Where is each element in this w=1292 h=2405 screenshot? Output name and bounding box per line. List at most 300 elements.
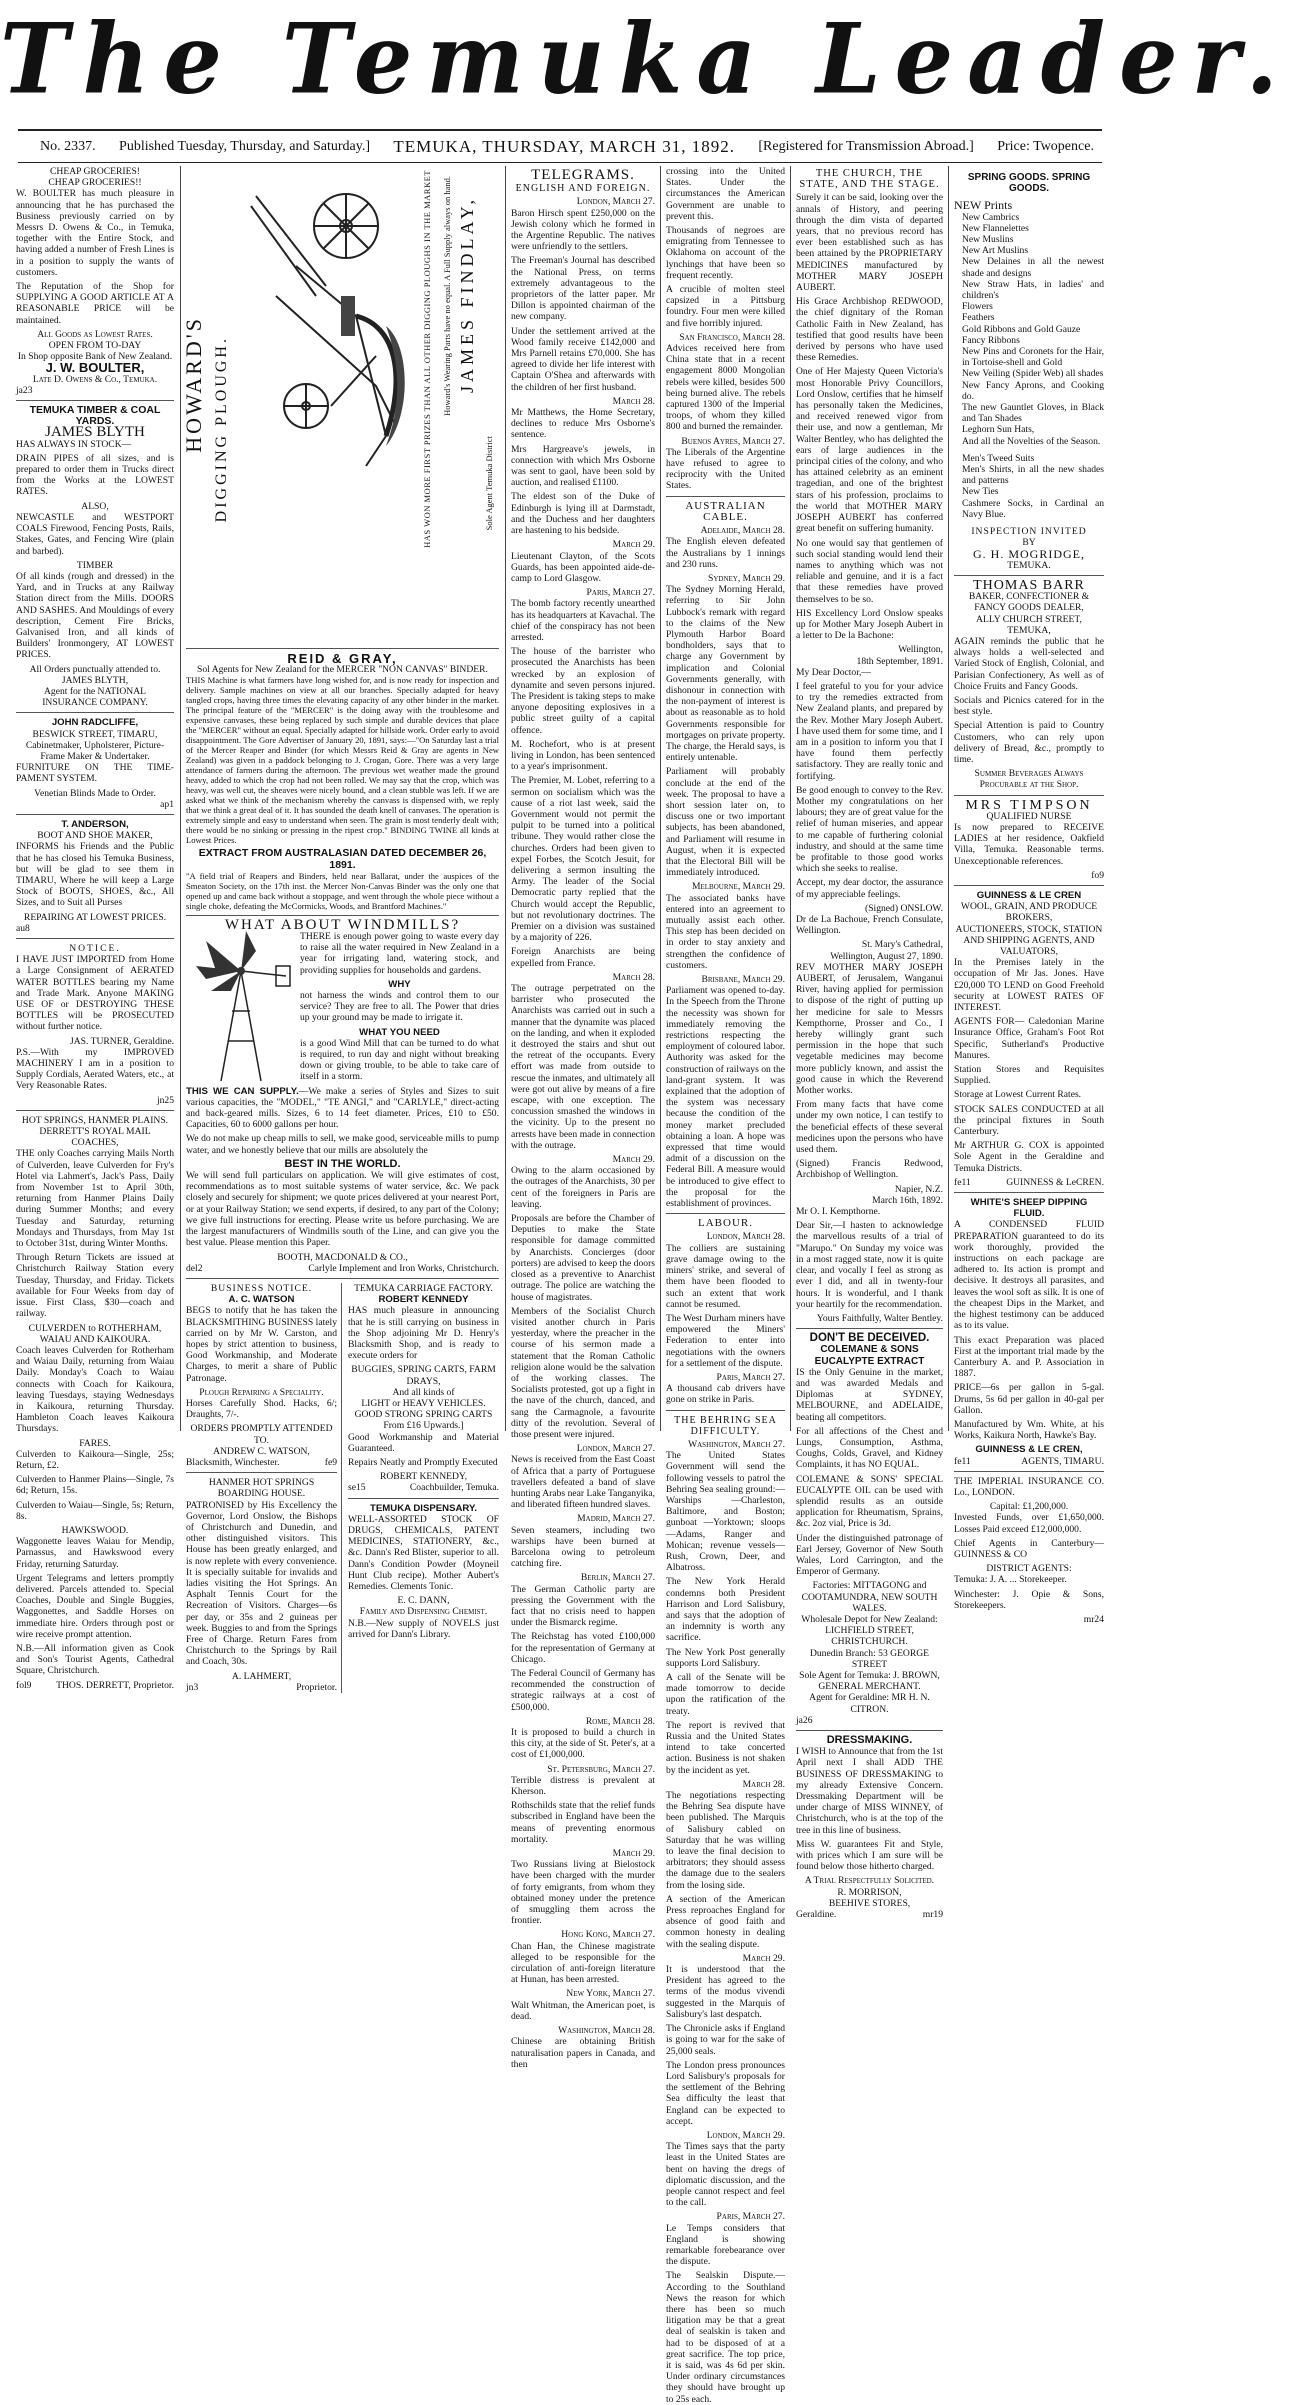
whites-made: Manufactured by Wm. White, at his Works, Kaikura North, Hawke's Bay. bbox=[954, 1418, 1104, 1442]
blyth-timber: TIMBER bbox=[76, 559, 114, 571]
cheap-groceries-heading-2: CHEAP GROCERIES!! bbox=[48, 177, 142, 189]
goods-list-item: The new Gauntlet Gloves, in Black and Tan Shades bbox=[962, 402, 1104, 425]
boulter-ad-body: W. BOULTER has much pleasure in announcing that he has purchased the Business previously carried on by Messrs D. Owens & Co., in Temuka, together with the Entire Stock, and having added a number of Fresh Lines is in a position to supply the wants of customers. bbox=[16, 188, 174, 278]
aubert-paragraph: Surely it can be said, looking over the annals of History, and peering through the dim vista of departed years, that no previous record has ever been established such as has been attained by the PROPRIETARY MEDICINES manufactured by MOTHER MARY JOSEPH AUBERT. bbox=[796, 192, 943, 294]
letter-signature: (Signed) ONSLOW. bbox=[865, 902, 943, 914]
column-6 bbox=[954, 166, 1104, 1625]
labour-heading: LABOUR. bbox=[698, 1217, 753, 1230]
column-rule bbox=[660, 166, 661, 1431]
colemane-factories: Factories: MITTAGONG and COOTAMUNDRA, NEW SOUTH WALES. bbox=[801, 1580, 938, 1614]
kennedy-buggies: BUGGIES, SPRING CARTS, FARM DRAYS, bbox=[351, 1364, 496, 1387]
blyth-timber-body: Of all kinds (rough and dressed) in the Yard, and in Trucks at any Railway Station direct from the Mills. DOORS AND SASHES. And Mouldings of every description, Cement Fire Bricks, Galvanised Iron, and all kinds of Builders' Ironmongery, AT LOWEST PRICES. bbox=[16, 570, 174, 661]
boulter-ad-body-2: The Reputation of the Shop for SUPPLYING A GOOD ARTICLE AT A REASONABLE PRICE will be maintained. bbox=[16, 281, 174, 326]
barr-heading: THOMAS BARR bbox=[973, 577, 1085, 593]
dateline bbox=[40, 136, 1094, 158]
dateline-entry: Madrid, March 27. bbox=[577, 1513, 655, 1525]
news-paragraph: The Premier, M. Lobet, referring to a sermon on socialism which was the cause of a riot last week, said the Government would not permit the pulpit to be turned into a political tribune. They would rather close the churches. Orders had been given to expel Forbes, the Scotch Jesuit, for delivering a sermon insulting the Army. The leader of the Social Democratic party replied that the Church would accept the Republic, but not revolutionary doctrines. The Premier on a division was sustained by a majority of 226. bbox=[511, 775, 655, 944]
news-paragraph: The Freeman's Journal has described the National Press, on terms extremely advantageous to the proprietors of the latter paper. Mr Dillon is appointed chairman of the new company. bbox=[511, 255, 655, 323]
letter-place: Wellington, bbox=[898, 644, 943, 656]
dateline-entry: London, March 27. bbox=[576, 1443, 655, 1455]
fare-1: Culverden to Kaikoura—Single, 25s; Return, £2. bbox=[16, 1448, 174, 1471]
news-paragraph: crossing into the United States. Under the circumstances the American Government are unable to prevent this. bbox=[666, 166, 785, 222]
extract-body: "A field trial of Reapers and Binders, held near Ballarat, under the auspices of the Smeaton Society, on the 17th inst. the Mercer Non-Canvas Binder was the only one that opened up and came back without a stoppage, and went through the whole piece without a single choke, defeating the McCormicks, Woods, and Brantford Machines." bbox=[186, 870, 499, 911]
newspaper-title: The Temuka Leader. bbox=[0, 2, 1292, 116]
blyth-sign: JAMES BLYTH, bbox=[61, 674, 129, 686]
windmills-code: del2 bbox=[186, 1262, 203, 1274]
mogridge-place: TEMUKA. bbox=[1007, 559, 1051, 571]
anderson-trade: BOOT AND SHOE MAKER, bbox=[37, 830, 153, 842]
behring-sea-heading: THE BEHRING SEA DIFFICULTY. bbox=[674, 1414, 777, 1437]
dateline-rule bbox=[18, 162, 1102, 163]
blyth-orders: All Orders punctually attended to. bbox=[29, 663, 161, 675]
news-paragraph: The Liberals of the Argentine have refused to agree to reciprocity with the United States. bbox=[666, 446, 785, 492]
barr-summer: Summer Beverages Always Procurable at the Shop. bbox=[974, 768, 1084, 791]
divider bbox=[796, 1328, 943, 1329]
dispensary-heading: TEMUKA DISPENSARY. bbox=[370, 1502, 477, 1514]
imperial-body: THE IMPERIAL INSURANCE CO. Lo., LONDON. bbox=[954, 1475, 1104, 1498]
letter-place: St. Mary's Cathedral, bbox=[861, 939, 943, 951]
imperial-code: mr24 bbox=[1083, 1613, 1104, 1625]
windmills-heading: WHAT ABOUT WINDMILLS? bbox=[224, 916, 461, 933]
findlay-name: JAMES FINDLAY, bbox=[457, 196, 477, 394]
news-paragraph: Mr Matthews, the Home Secretary, declines to reduce Mrs Osborne's sentence. bbox=[511, 407, 655, 441]
imperial-district: DISTRICT AGENTS: bbox=[986, 1563, 1072, 1575]
dateline-entry: San Francisco, March 28. bbox=[679, 331, 785, 343]
news-paragraph: Walt Whitman, the American poet, is dead. bbox=[511, 1999, 655, 2022]
dateline-entry: London, March 27. bbox=[576, 196, 655, 208]
dispensary-body: WELL-ASSORTED STOCK OF DRUGS, CHEMICALS, PATENT MEDICINES, STATIONERY, &c., &c. Dann's Red Blister, superior to all. Dann's Condition Powder (Moyneil Hunt Club recipe). Mother Aubert's Remedies. Clements Tonic. bbox=[348, 1513, 499, 1592]
notice-ps: P.S.—With my IMPROVED MACHINERY I am in a position to Supply Cordials, Aerated Waters, etc., at Very Reasonable Rates. bbox=[16, 1046, 174, 1092]
goods-list-item: Gold Ribbons and Gold Gauze bbox=[962, 323, 1081, 335]
radcliffe-blinds: Venetian Blinds Made to Order. bbox=[34, 787, 156, 799]
watson-name: A. C. WATSON bbox=[228, 1294, 295, 1306]
news-paragraph: Baron Hirsch spent £250,000 on the Jewish colony which he formed in the Argentine Republic. The natives were unfriendly to the settlers. bbox=[511, 207, 655, 253]
goods-list-item: Cashmere Socks, in Cardinal an Navy Blue. bbox=[962, 497, 1104, 520]
news-paragraph: Under the settlement arrived at the Wood family receive £142,000 and Mrs Parnell retains £70,000. She has agreed to divide her life interest with Captain O'Shea and afterwards with the children of her first husband. bbox=[511, 325, 655, 393]
lower-ads-left bbox=[186, 1283, 342, 1693]
watson-orders: ORDERS PROMPTLY ATTENDED TO. bbox=[190, 1423, 333, 1446]
imperial-chief: Chief Agents in Canterbury— GUINNESS & CO bbox=[954, 1537, 1104, 1560]
notice-heading: NOTICE. bbox=[69, 943, 121, 954]
dateline-entry: Melbourne, March 29. bbox=[691, 881, 785, 893]
divider bbox=[666, 496, 785, 497]
kennedy-kinds: And all kinds of bbox=[392, 1386, 455, 1398]
boulter-code: ja23 bbox=[16, 384, 33, 396]
letter-date: March 16th, 1892. bbox=[872, 1194, 943, 1206]
kennedy-body: HAS much pleasure in announcing that he is still carrying on business in the Shop adjoining Mr D. Henry's Blacksmith Shop, and is ready to execute orders for bbox=[348, 1305, 499, 1362]
dressmaking-store: BEEHIVE STORES, bbox=[828, 1897, 911, 1909]
hanmer-body: PATRONISED by His Excellency the Governor, Lord Onslow, the Bishops of Christchurch and Dunedin, and other distinguished visitors. This House has been greatly enlarged, and is now replete with every convenience. It is specially suitable for invalids and ladies visiting the Hot Springs. An Asphalt Tennis Court for the Recreation of Visitors. Charges—6s per day, or 35s and 2 guineas per week. Buggies to and from the Springs Free of Charge. Return Fares from Christchurch to the Springs by Rail and Coach, 30s. bbox=[186, 1499, 337, 1668]
watson-addr-line bbox=[186, 1457, 337, 1468]
divider bbox=[666, 1410, 785, 1411]
news-paragraph: The London press pronounces Lord Salisbury's proposals for the settlement of the Behring Sea difficulty the least that England can be expected to accept. bbox=[666, 2059, 785, 2127]
extract-heading: EXTRACT FROM AUSTRALASIAN DATED DECEMBER 26, 1891. bbox=[198, 847, 487, 871]
windmills-need: WHAT YOU NEED bbox=[359, 1026, 440, 1038]
guinness-2-code: fe11 bbox=[954, 1455, 971, 1467]
news-paragraph: The New York Post generally supports Lord Salisbury. bbox=[666, 1646, 785, 1669]
masthead bbox=[0, 0, 1292, 130]
guinness-2-trade: AGENTS, TIMARU. bbox=[1021, 1455, 1104, 1467]
timber-yard-heading: TEMUKA TIMBER & COAL YARDS. bbox=[29, 404, 161, 428]
place-date: TEMUKA, THURSDAY, MARCH 31, 1892. bbox=[393, 137, 735, 156]
news-paragraph: A thousand cab drivers have gone on strike in Paris. bbox=[666, 1383, 785, 1406]
news-paragraph: The house of the barrister who prosecuted the Anarchists has been wrecked by an explosion of dynamite and seven persons injured. The President is taking steps to make anyone depositing explosives in a public street guilty of a capital offence. bbox=[511, 646, 655, 736]
reid-body: THIS Machine is what farmers have long wished for, and is now ready for inspection and delivery. Sample machines on view at all our branches. Specially adapted for heavy tangled crops, having three times the elevating capacity of any other binder in the market. The principal feature of the "MERCER" is the doing away with the troublesome and expensive canvases, these being replaced by such simple and durable devices that place the "MERCER" without an equal. Specially adapted for hillside work. Order early to avoid disappointment. The Gore Advertiser of January 20, 1891, says:—"On Saturday last a trial of the Mercer Reaper and Binder (for which Messrs Reid & Gray are agents in New Zealand) was given in a paddock belonging to J. Crogan, Gore. There was a very large attendance of farmers during the afternoon. The previous wet weather made the ground heavy, added to which the crop had not been rolled. We may say that the crop, which was heavy, was well cut, the sheaves were nicely bound, and a clean stubble was left. If we are asked what we think of the mechanism whereby the canvass is dispensed with, we reply that we think a great deal of it. It has sounded the death knell of canvases. The operation is extremely simple and easy to understand when seen. The grain is most tenderly dealt with; there would be no sinking or pressing in the ripest crop." BINDING TWINE all kinds at Lowest Prices. bbox=[186, 675, 499, 846]
notice-code: jn25 bbox=[156, 1094, 174, 1106]
kennedy-good: Good Workmanship and Material Guaranteed. bbox=[348, 1431, 499, 1454]
news-paragraph: It is understood that the President has agreed to the terms of the modus vivendi suggested in the Marquis of Salisbury's last despatch. bbox=[666, 1964, 785, 2020]
letter-place: Napier, N.Z. bbox=[894, 1183, 943, 1195]
telegrams-heading: TELEGRAMS. bbox=[531, 167, 635, 183]
news-paragraph: Advices received here from China state that in a recent engagement 8000 Mongolian rebels were killed, besides 500 being burned alive. The rebels captured 1300 of the Imperial troops, of whom they killed 800 and burned the remainder. bbox=[666, 343, 785, 433]
windmills-addr: Carlyle Implement and Iron Works, Christchurch. bbox=[308, 1262, 499, 1274]
letter-recipient: Dr de La Bachoue, French Consulate, Wellington. bbox=[796, 914, 943, 937]
dateline-entry: Washington, March 28. bbox=[558, 2025, 655, 2037]
goods-list-item: Fancy Ribbons bbox=[962, 334, 1020, 346]
publication-days: Published Tuesday, Thursday, and Saturday.] bbox=[119, 139, 370, 154]
kennedy-trade-line bbox=[348, 1482, 499, 1493]
goods-list-item: New Veiling (Spider Web) all shades bbox=[962, 368, 1104, 380]
column-rule bbox=[505, 166, 506, 1431]
windmills-make: We do not make up cheap mills to sell, we make good, serviceable mills to pump water, and we honestly believe that our mills are absolutely the bbox=[186, 1133, 499, 1156]
news-paragraph: Seven steamers, including two warships have been burned at Barcelona owing to petroleum catching fire. bbox=[511, 1524, 655, 1570]
radcliffe-address: BESWICK STREET, TIMARU, bbox=[32, 728, 158, 740]
barr-body: AGAIN reminds the public that he always holds a well-selected and Varied Stock of English, Colonial, and Parisian Confectionery, As well as of Choice Fruits and Fancy Goods. bbox=[954, 635, 1104, 692]
news-paragraph: A crucible of molten steel capsized in a Pittsburg foundry. Four men were killed and five horribly injured. bbox=[666, 284, 785, 329]
news-paragraph: The Times says that the party least in the United States are bent on having the dregs of diplomatic discussion, and the people cannot respect and feel to the call. bbox=[666, 2141, 785, 2209]
aubert-paragraph: No one would say that gentlemen of such social standing would lend their names to anything which was not reliable and genuine, and it is a fact that these remedies have proved themselves to be so. bbox=[796, 537, 943, 605]
fare-3: Culverden to Waiau—Single, 5s; Return, 8s. bbox=[16, 1499, 174, 1522]
dateline-entry: March 29. bbox=[612, 1154, 655, 1166]
news-paragraph: The eldest son of the Duke of Edinburgh is lying ill at Darmstadt, and the Duchess and her daughters are hastening to his bedside. bbox=[511, 491, 655, 537]
news-paragraph: A call of the Senate will be made tomorrow to decide upon the ratification of the treaty. bbox=[666, 1672, 785, 1717]
dispensary-sign: E. C. DANN, bbox=[397, 1595, 450, 1607]
windmill-illustration bbox=[186, 931, 296, 1081]
news-paragraph: Le Temps considers that England is showing remarkable forebearance over the dispute. bbox=[666, 2222, 785, 2268]
column-rule bbox=[790, 166, 791, 1431]
news-paragraph: The Reichstag has voted £100,000 for the representation of Germany at Chicago. bbox=[511, 1631, 655, 1665]
dressmaking-code: mr19 bbox=[922, 1909, 943, 1921]
spring-goods-heading: SPRING GOODS. SPRING GOODS. bbox=[967, 172, 1091, 195]
divider bbox=[186, 1472, 337, 1473]
colemane-depot: Wholesale Depot for New Zealand: LICHFIELD STREET, CHRISTCHURCH. bbox=[801, 1613, 938, 1648]
dateline-entry: London, March 28. bbox=[706, 1231, 785, 1243]
colemane-dunedin: Dunedin Branch: 53 GEORGE STREET bbox=[809, 1647, 930, 1670]
divider bbox=[186, 1278, 499, 1279]
news-paragraph: News is received from the East Coast of Africa that a party of Portuguese travellers defeated a band of slave hunting Arabs near Lake Tanganyika, and liberated fifteen hundred slaves. bbox=[511, 1454, 655, 1511]
radcliffe-name: JOHN RADCLIFFE, bbox=[51, 717, 139, 729]
news-paragraph: The report is revived that Russia and the United States intend to take concerted action. Business is not shaken by the incident as yet. bbox=[666, 1719, 785, 1776]
dont-be-deceived-heading: DON'T BE DECEIVED. bbox=[809, 1332, 930, 1345]
news-paragraph: Parliament will probably conclude at the end of the week. The proposal to have a short session later on, to discuss one or two important subjects, has been abandoned, and Parliament will resume in August, when it is expected that the Electoral Bill will be immediately introduced. bbox=[666, 766, 785, 879]
howard-plough-ad bbox=[181, 166, 499, 644]
blyth-name: JAMES BLYTH bbox=[45, 424, 145, 441]
derrett-sign: THOS. DERRETT, Proprietor. bbox=[56, 1679, 174, 1691]
news-paragraph: Chan Han, the Chinese magistrate alleged to be responsible for the circulation of anti-foreign literature at Hunan, has been arrested. bbox=[511, 1940, 655, 1986]
divider bbox=[16, 712, 174, 713]
blyth-drain: DRAIN PIPES of all sizes, and is prepared to order them in Trucks direct from the Works at the LOWEST RATES. bbox=[16, 452, 174, 498]
whites-price: PRICE—6s per gallon in 5-gal. Drums, 5s 6d per gallon in 40-gal per Gallon. bbox=[954, 1382, 1104, 1416]
dateline-entry: Sydney, March 29. bbox=[708, 572, 785, 584]
dressmaking-body: Miss W. guarantees Fit and Style, with prices which I am sure will be found below those hitherto charged. bbox=[796, 1838, 943, 1873]
hanmer-heading: HANMER HOT SPRINGS BOARDING HOUSE. bbox=[208, 1477, 315, 1500]
windmills-addr-line bbox=[186, 1263, 499, 1274]
watson-body: BEGS to notify that he has taken the BLACKSMITHING BUSINESS lately carried on by Mr W. Carston, and hopes by strict attention to business, Good Workmanship, and Moderate Charges, to merit a share of Public Patronage. bbox=[186, 1305, 337, 1384]
divider bbox=[16, 400, 174, 401]
aubert-paragraph: One of Her Majesty Queen Victoria's most Honorable Privy Councillors, Lord Onslow, certifies that he himself has personally taken the Medicines, and received renewed vigor from their use, and now a gentleman, Mr Walter Bentley, who has delighted the ears of large audiences in the principal cities of the colony, and who has attained celebrity as an eminent tragedian, and one of the brightest stars of his profession, proclaims to the world that MOTHER MARY JOSEPH AUBERT has conferred great benefit on suffering humanity. bbox=[796, 366, 943, 535]
dressmaking-place: Geraldine. bbox=[796, 1909, 837, 1921]
goods-list-item: Flowers bbox=[962, 301, 993, 313]
price: Price: Twopence. bbox=[997, 139, 1094, 154]
windmills-text bbox=[300, 931, 499, 1086]
letter-salutation: Mr O. I. Kempthorne. bbox=[796, 1206, 881, 1218]
dateline-entry: March 29. bbox=[612, 539, 655, 551]
watson-notice: BUSINESS NOTICE. bbox=[210, 1282, 313, 1294]
dateline-entry: Berlin, March 27. bbox=[580, 1572, 655, 1584]
watson-plough: Plough Repairing a Speciality. bbox=[199, 1386, 324, 1398]
news-paragraph: Proposals are before the Chamber of Deputies to make the State responsible for damage committed by Anarchists. Concierges (door porters) are advised to keep the doors closed as a preventive to Anarchist outrage. The police are watching the house of magistrates. bbox=[511, 1213, 655, 1303]
goods-list-item: Feathers bbox=[962, 312, 995, 324]
radcliffe-code: ap1 bbox=[160, 798, 174, 810]
aubert-paragraph: REV MOTHER MARY JOSEPH AUBERT, of Jerusalem, Wanganui River, having applied for permission to dispose of the right of putting up her medicine for sale to Messrs Kempthorne, Prosser and Co., I hereby willingly grant such permission in the hope that such vegetable medicines may become more publicly known, and assist the good cause in which the Reverend Mother works. bbox=[796, 961, 943, 1097]
news-paragraph: Owing to the alarm occasioned by the outrages of the Anarchists, 30 per cent of the foreigners in Paris are leaving. bbox=[511, 1165, 655, 1210]
news-paragraph: The New York Herald condemns both President Harrison and Lord Salisbury, and says that the adoption of an indemnity is worth any sacrifice. bbox=[666, 1576, 785, 1644]
dressmaking-heading: DRESSMAKING. bbox=[826, 1734, 913, 1747]
kennedy-light: LIGHT or HEAVY VEHICLES. GOOD STRONG SPRING CARTS From £16 Upwards.] bbox=[354, 1397, 493, 1432]
anderson-repair: REPAIRING AT LOWEST PRICES. bbox=[23, 911, 167, 923]
hanmer-code: jn3 bbox=[186, 1681, 199, 1693]
guinness-station: Station Stores and Requisites Supplied. bbox=[954, 1064, 1104, 1087]
fare-2: Culverden to Hanmer Plains—Single, 7s 6d; Return, 15s. bbox=[16, 1474, 174, 1497]
mens-goods-list bbox=[954, 453, 1104, 520]
column-5 bbox=[796, 166, 943, 1921]
radcliffe-body: FURNITURE ON THE TIME-PAMENT SYSTEM. bbox=[16, 762, 174, 785]
goods-list-item: New Fancy Aprons, and Cooking do. bbox=[962, 379, 1104, 402]
coach-body-2: Through Return Tickets are issued at Christchurch Railway Station every Tuesday, Thursday, and Friday. Tickets available for Four Weeks from day of issue. First Class, $30—coach and railway. bbox=[16, 1252, 174, 1320]
goods-list-item: Leghorn Sun Hats, bbox=[962, 424, 1035, 436]
news-paragraph: The Sealskin Dispute.—According to the Southland News the reason for which there has been so much litigation may be that a great deal of sealskin is taken and had to be disposed of at a great sacrifice. The top price, it is said, was 4s 6d per skin. Under ordinary circumstances they should have brought up to 25s each. bbox=[666, 2270, 785, 2405]
news-paragraph: Thousands of negroes are emigrating from Tennessee to Oklahoma on account of the lynchings that have been so frequent recently. bbox=[666, 225, 785, 281]
news-paragraph: It is proposed to build a church in this city, at the side of St. Peter's, at a cost of £1,000,000. bbox=[511, 1727, 655, 1761]
plough-illustration bbox=[236, 176, 432, 476]
guinness-storage: Storage at Lowest Current Rates. bbox=[954, 1089, 1082, 1101]
coach-body: THE only Coaches carrying Mails North of Culverden, leave Culverden for Fry's Hotel via Lahmert's, Jack's Pass, Daily from November 1st to April 30th, returning from Hanmer Plains Daily during Summer Months; and every Tuesday and Saturday, returning Mondays and Thursdays, from May 1st to October 31st, during Winter Months. bbox=[16, 1148, 174, 1250]
guinness-stock: STOCK SALES CONDUCTED at all the principal fixtures in South Canterbury. bbox=[954, 1103, 1104, 1138]
divider bbox=[954, 575, 1104, 576]
kennedy-factory: TEMUKA CARRIAGE FACTORY. bbox=[354, 1282, 493, 1294]
whites-heading: WHITE'S SHEEP DIPPING FLUID. bbox=[970, 1197, 1088, 1220]
mogridge-name: G. H. MOGRIDGE, bbox=[973, 546, 1085, 561]
colemane-heading: COLEMANE & SONS EUCALYPTE EXTRACT bbox=[814, 1344, 925, 1367]
divider bbox=[16, 814, 174, 815]
goods-list-item: New Straw Hats, in ladies' and children's bbox=[962, 278, 1104, 302]
news-paragraph: Terrible distress is prevalent at Kherson. bbox=[511, 1774, 655, 1798]
divider bbox=[16, 1110, 174, 1111]
news-paragraph: The United States Government will send the following vessels to patrol the Behring Sea sealing ground:—Warships —Charleston, Baltimore, and Boston; gunboat —Yorktown; sloops —Adams, Ranger and Mohican; revenue vessels— Rush, Crown, Deer, and Albatross. bbox=[666, 1450, 785, 1574]
derrett-code: fol9 bbox=[16, 1679, 32, 1691]
news-paragraph: The bomb factory recently unearthed has its headquarters at Kavachal. The chief of the conspiracy has not been arrested. bbox=[511, 598, 655, 643]
goods-list-item: New Flannelettes bbox=[962, 222, 1029, 234]
australian-cable-heading: AUSTRALIAN CABLE. bbox=[685, 499, 766, 523]
imperial-capital: Capital: £1,200,000. bbox=[989, 1501, 1069, 1513]
imperial-temuka: Temuka: J. A. ... Storekeeper. bbox=[954, 1574, 1067, 1586]
notice-body: I HAVE JUST IMPORTED from Home a Large Consignment of AERATED WATER BOTTLES bearing my Name and Trade Mark. Anyone MAKING USE OF or DESTROYING THESE BOTTLES will be PROSECUTED without further notice. bbox=[16, 954, 174, 1033]
derrett-sign-line bbox=[16, 1680, 174, 1691]
dateline-entry: March 28. bbox=[612, 395, 655, 407]
guinness-agents: AGENTS FOR— Caledonian Marine Insurance Office, Graham's Foot Rot Specific, Sutherland's Productive Manures. bbox=[954, 1016, 1104, 1061]
inspection-by: BY bbox=[1022, 537, 1036, 549]
news-paragraph: M. Rochefort, who is at present living in London, has been sentenced to a year's imprisonment. bbox=[511, 738, 655, 773]
guinness-2-trade-line bbox=[954, 1456, 1104, 1467]
imperial-winchester: Winchester: J. Opie & Sons, Storekeepers. bbox=[954, 1588, 1104, 1611]
whites-body: A CONDENSED FLUID PREPARATION guaranteed to do its work thoroughly, provided the instructions on each package are adhered to. Its action is prompt and decisive. It destroys all parasites, and leaves the wool soft as silk. It is one of the cheapest Dips in the Market, and the highest testimony can be adduced as to its value. bbox=[954, 1219, 1104, 1332]
reid-gray-heading: REID & GRAY, bbox=[287, 651, 398, 666]
dispensary-nb: N.B.—New supply of NOVELS just arrived for Dann's Library. bbox=[348, 1617, 499, 1640]
anderson-name: T. ANDERSON, bbox=[61, 818, 129, 830]
divider bbox=[954, 885, 1104, 886]
guinness-code: fe11 bbox=[954, 1176, 971, 1188]
hawkswood-urgent: Urgent Telegrams and letters promptly delivered. Parcels attended to. Special Coaches, Double and Single Buggies, Waggonettes, and Saddle Horses on immediate hire. Orders through post or wire receive prompt attention. bbox=[16, 1572, 174, 1640]
reid-agents: Sol Agents for New Zealand for the MERCER "NON CANVAS" BINDER. bbox=[197, 664, 488, 676]
fares-heading: FARES. bbox=[79, 1437, 111, 1449]
colemane-body: For all affections of the Chest and Lungs, Consumption, Asthma, Coughs, Colds, Gravel, and Kidney Complaints, it has NO EQUAL. bbox=[796, 1425, 943, 1471]
news-paragraph: The colliers are sustaining grave damage owing to the miners' strike, and several of them have been flooded to such an extent that work cannot be resumed. bbox=[666, 1242, 785, 1310]
dispensary-trade: Family and Dispensing Chemist. bbox=[359, 1606, 488, 1618]
dateline-entry: March 29. bbox=[742, 1952, 785, 1964]
goods-list-item: Men's Shirts, in all the new shades and patterns bbox=[962, 464, 1104, 487]
divider bbox=[16, 938, 174, 939]
hawkswood-heading: HAWKSWOOD. bbox=[61, 1524, 129, 1536]
dateline-entry: Paris, March 27. bbox=[716, 2211, 785, 2223]
anderson-body: INFORMS his Friends and the Public that he has closed his Temuka Business, but will be glad to see them in TIMARU, Where he will keep a Large Stock of BOOTS, SHOES, &c., All Sizes, and to Suit all Purses bbox=[16, 841, 174, 909]
imperial-invested: Invested Funds, over £1,650,000. Losses Paid exceed £12,000,000. bbox=[954, 1512, 1104, 1535]
guinness-cox: Mr ARTHUR G. COX is appointed Sole Agent in the Geraldine and Temuka Districts. bbox=[954, 1140, 1104, 1174]
news-paragraph: Members of the Socialist Church visited another church in Paris yesterday, where the preacher in the course of his sermon made a statement that the Roman Catholic religion alone would be the salvation of the working classes. The Socialists protested, got up a fight in the nave of the church, danced, and sang the Carmagnole, a favourite ditty of the revolution. Several of those present were injured. bbox=[511, 1305, 655, 1440]
divider bbox=[796, 1730, 943, 1731]
windmills-why: WHY bbox=[388, 978, 411, 990]
boulter-prices: All Goods as Lowest Rates. bbox=[37, 328, 153, 340]
dateline-entry: St. Petersburg, March 27. bbox=[547, 1763, 655, 1775]
windmills-estimates: We will send full particulars on application. We will give estimates of cost, recommendations as to most suitable systems of water service, &c. We pack closely and securely for shipment; we quote prices delivered at your nearest Port, or at your Railway Station; we send experts, if desired, to any part of the Colony; we give full instructions for erecting. Please write us before purchasing. We are the largest manufacturers of Windmills south of the Line, and can give you the best value. Please mention this Paper. bbox=[186, 1170, 499, 1249]
guinness-auction: AUCTIONEERS, STOCK, STATION AND SHIPPING AGENTS, AND VALUATORS, bbox=[955, 923, 1103, 957]
colemane-geraldine-agent: Agent for Geraldine: MR H. N. CITRON. bbox=[809, 1692, 930, 1715]
windmills-ad bbox=[186, 931, 499, 1086]
windmills-body: THERE is enough power going to waste every day to raise all the water required in New Zealand in a year for irrigating land, watering stock, and providing supplies for households and gardens. bbox=[300, 931, 499, 976]
radcliffe-trade: Cabinetmaker, Upholsterer, Picture-Frame Maker & Undertaker. bbox=[25, 739, 165, 762]
dateline-entry: Buenos Ayres, March 27. bbox=[681, 435, 785, 447]
aubert-paragraph: Accept, my dear doctor, the assurance of my appreciable feelings. bbox=[796, 877, 943, 900]
windmills-why-body: not harness the winds and control them to our service? They are free to all. The Power that dries up your ground may be made to irrigate it. bbox=[300, 990, 499, 1024]
kennedy-repairs: Repairs Neatly and Promptly Executed bbox=[348, 1456, 498, 1468]
guinness-sign: GUINNESS & LeCREN. bbox=[1006, 1176, 1104, 1188]
news-paragraph: A section of the American Press reproaches England for absence of good faith and common honesty in dealing with the sealing dispute. bbox=[666, 1893, 785, 1950]
notice-sign: JAS. TURNER, Geraldine. bbox=[69, 1035, 174, 1047]
dressmaking-place-line bbox=[796, 1909, 943, 1920]
aubert-paragraph: HIS Excellency Lord Onslow speaks up for Mother Mary Joseph Aubert in a letter to De la Bachone: bbox=[796, 607, 943, 642]
spring-goods-list bbox=[954, 212, 1104, 447]
blyth-stock: HAS ALWAYS IN STOCK— bbox=[16, 438, 132, 450]
news-paragraph: The negotiations respecting the Behring Sea dispute have been published. The Marquis of Salisbury cabled on Saturday that he was willing to leave the final decision to arbitrators; they should assess the damage due to the sealers from the losing side. bbox=[666, 1790, 785, 1891]
guinness-body: In the Premises lately in the occupation of Mr Jas. Jones. Have £20,000 TO LEND on Good Freehold security at LOWEST RATES OF INTEREST. bbox=[954, 957, 1104, 1014]
barr-address: ALLY CHURCH STREET, TEMUKA, bbox=[976, 613, 1082, 636]
hanmer-sign: A. LAHMERT, bbox=[231, 1670, 292, 1682]
inspection-invited: INSPECTION INVITED bbox=[971, 526, 1087, 538]
timpson-heading: MRS TIMPSON bbox=[965, 797, 1093, 813]
windmills-supply-body: —We make a series of Styles and Sizes to suit various capacities, the "MODEL," "TE ANGI," and "CARLYLE," direct-acting and back-geared mills. Sizes, 6 to 14 feet diameter. Prices, £10 to £50. Capacities, 60 to 6000 gallons per hour. bbox=[186, 1085, 499, 1131]
column-rule bbox=[948, 166, 949, 1431]
kennedy-name: ROBERT KENNEDY bbox=[378, 1294, 469, 1306]
divider bbox=[954, 795, 1104, 796]
boulter-late: Late D. Owens & Co., Temuka. bbox=[32, 373, 158, 385]
blyth-also: ALSO, bbox=[81, 500, 109, 512]
kennedy-sign: ROBERT KENNEDY, bbox=[379, 1471, 468, 1483]
windmills-best: BEST IN THE WORLD. bbox=[284, 1157, 401, 1170]
boulter-name: J. W. BOULTER, bbox=[45, 360, 145, 376]
dateline-entry: London, March 29. bbox=[706, 2129, 785, 2141]
letter-signature: Yours Faithfully, Walter Bentley. bbox=[816, 1312, 943, 1324]
watson-addr: Blacksmith, Winchester. bbox=[186, 1456, 280, 1468]
telegrams-subheading: ENGLISH AND FOREIGN. bbox=[515, 183, 651, 195]
aubert-paragraph: His Grace Archbishop REDWOOD, the chief dignitary of the Roman Catholic Faith in New Zealand, has testified that good results have been derived by persons who have used these Remedies. bbox=[796, 296, 943, 364]
news-paragraph: The Chronicle asks if England is going to war for the sake of 25,000 seals. bbox=[666, 2023, 785, 2057]
anderson-code: au8 bbox=[16, 922, 30, 934]
lower-ads-right bbox=[348, 1283, 499, 1693]
dateline-entry: Paris, March 27. bbox=[716, 1371, 785, 1383]
goods-list-item: New Cambrics bbox=[962, 211, 1020, 223]
divider bbox=[666, 1213, 785, 1214]
dressmaking-body: I WISH to Announce that from the 1st April next I shall ADD THE BUSINESS OF DRESSMAKING to my already Extensive Concern. Dressmaking Department will be under charge of MISS WINNEY, of Christchurch, who is at the top of the tree in this line of business. bbox=[796, 1746, 943, 1836]
church-state-heading: THE CHURCH, THE STATE, AND THE STAGE. bbox=[799, 168, 940, 191]
guinness-trade: WOOL, GRAIN, AND PRODUCE BROKERS, bbox=[960, 901, 1098, 924]
colemane-body: IS the Only Genuine in the market, and was awarded Medals and Diplomas at SYDNEY, MELBOURNE, and ADELAIDE, beating all competitors. bbox=[796, 1366, 943, 1423]
coach-culverden: CULVERDEN to ROTHERHAM, WAIAU AND KAIKOURA. bbox=[28, 1322, 162, 1345]
lower-ads bbox=[186, 1283, 499, 1693]
kennedy-code: se15 bbox=[348, 1482, 366, 1494]
letter-signature: (Signed) Francis Redwood, Archbishop of Wellington. bbox=[796, 1158, 943, 1181]
news-paragraph: Two Russians living at Bielostock have been charged with the murder of forty emigrants, from whom they obtained money under the pretence of smuggling them across the frontier. bbox=[511, 1859, 655, 1927]
divider bbox=[186, 648, 499, 649]
registration: [Registered for Transmission Abroad.] bbox=[758, 139, 974, 154]
barr-socials: Socials and Picnics catered for in the best style. bbox=[954, 694, 1104, 718]
dateline-entry: March 28. bbox=[612, 971, 655, 983]
watson-sign: ANDREW C. WATSON, bbox=[213, 1445, 310, 1457]
watson-horses: Horses Carefully Shod. Hacks, 6/; Draughts, 7/-. bbox=[186, 1397, 337, 1421]
colemane-body: Under the distinguished patronage of Earl Jersey, Governor of New South Wales, Lord Carrington, and the Emperor of Germany. bbox=[796, 1532, 943, 1578]
dateline-entry: Paris, March 27. bbox=[586, 587, 655, 599]
hawkswood-nb: N.B.—All information given as Cook and Son's Tourist Agents, Cathedral Square, Christchurch. bbox=[16, 1642, 174, 1677]
new-prints: NEW Prints bbox=[954, 198, 1013, 213]
news-paragraph: The associated banks have entered into an agreement to mutually assist each other. This step has been decided on in order to stay anxiety and strengthen the confidence of customers. bbox=[666, 892, 785, 971]
goods-list-item: New Art Muslins bbox=[962, 245, 1029, 257]
howard-prizes: HAS WON MORE FIRST PRIZES THAN ALL OTHER DIGGING PLOUGHS IN THE MARKET bbox=[422, 170, 432, 548]
letter-date: 18th September, 1891. bbox=[856, 655, 943, 667]
divider bbox=[954, 1471, 1104, 1472]
barr-trade: BAKER, CONFECTIONER & FANCY GOODS DEALER, bbox=[968, 591, 1090, 614]
timpson-code: fo9 bbox=[1091, 869, 1104, 881]
news-paragraph: The outrage perpetrated on the barrister who prosecuted the Anarchists was carried out in such a manner that the dynamite was placed on the landing, and when it exploded it destroyed the stairs and shut out the retreat of the occupants. Every effort was made from outside to rescue the inmates, and ultimately all were got out alive by means of a fire escape, with one exception. The concussion smashed the windows in the vicinity. Up to the present no arrests have been made in connection with the outrage. bbox=[511, 983, 655, 1151]
goods-list-item: Men's Tweed Suits bbox=[962, 452, 1035, 464]
hanmer-prop-line bbox=[186, 1682, 337, 1693]
news-paragraph: Parliament was opened to-day. In the Speech from the Throne the necessity was shown for immediately removing the restrictions respecting the employment of coloured labor. Authority was asked for the construction of railways on the land-grant system. It was explained that the adoption of the system was necessary because the condition of the money market precluded obtaining a loan. A hope was expressed that time would admit of a discussion on the Federal Bill. A measure would be introduced to give effect to the proposal for the establishment of provinces. bbox=[666, 985, 785, 1210]
guinness-sign-line bbox=[954, 1177, 1104, 1188]
news-paragraph: Lieutenant Clayton, of the Scots Guards, has been appointed aide-de-camp to Lord Glasgow. bbox=[511, 550, 655, 584]
news-paragraph: Mrs Hargreave's jewels, in connection with which Mrs Osborne was sent to gaol, have been sold by auction, and realised £1100. bbox=[511, 443, 655, 489]
dressmaking-trial: A Trial Respectfully Solicited. bbox=[804, 1875, 935, 1887]
howard-title: HOWARD'S bbox=[181, 316, 206, 453]
goods-list-item: New Delaines in all the newest shade and designs bbox=[962, 256, 1104, 279]
column-1 bbox=[16, 166, 174, 1691]
kennedy-trade: Coachbuilder, Temuka. bbox=[409, 1482, 499, 1494]
